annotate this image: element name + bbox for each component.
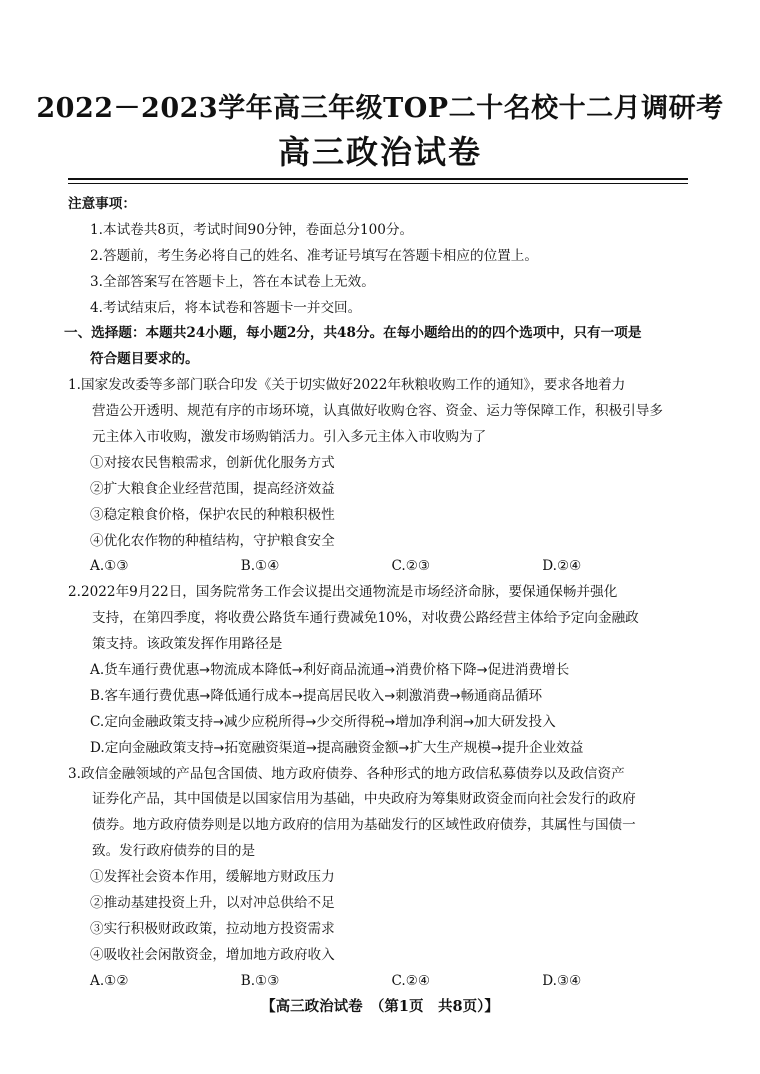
chain-label: B. xyxy=(90,687,105,704)
chain-option xyxy=(68,658,693,684)
arrow-icon: → xyxy=(476,663,488,679)
question-stem: 2.2022年9月22日，国务院常务工作会议提出交通物流是市场经济命脉，要保通保畅并强化 xyxy=(68,584,618,601)
arrow-icon: → xyxy=(213,740,225,756)
chain-step: 减少应税所得 xyxy=(223,713,306,730)
question-stem: 1.国家发改委等多部门联合印发《关于切实做好2022年秋粮收购工作的通知》，要求各地着力 xyxy=(68,377,626,394)
chain-step: 定向金融政策支持 xyxy=(104,739,214,756)
section-heading-cont: 符合题目要求的。 xyxy=(90,351,199,368)
chain-label: D. xyxy=(90,739,105,756)
arrow-icon: → xyxy=(305,740,317,756)
chain-label: C. xyxy=(90,713,105,730)
arrow-icon: → xyxy=(449,688,461,704)
chain-step: 物流成本降低 xyxy=(210,662,292,679)
option-d: D.②④ xyxy=(542,558,582,575)
question-2 xyxy=(68,580,693,761)
question-stem: 支持，在第四季度，将收费公路货车通行费减免10%，对收费公路经营主体给予定向金融政 xyxy=(92,610,639,627)
chain-step: 加大研发投入 xyxy=(474,713,556,730)
option-a: A.①③ xyxy=(90,558,129,575)
question-item: ④吸收社会闲散资金，增加地方政府收入 xyxy=(90,946,335,963)
chain-step: 畅通商品循环 xyxy=(460,687,543,704)
option-b: B.①④ xyxy=(240,558,280,575)
question-stem: 3.政信金融领域的产品包含国债、地方政府债券、各种形式的地方政信私募债券以及政信资产 xyxy=(68,765,625,782)
exam-title: 2022－2023学年高三年级TOP二十名校十二月调研考 xyxy=(36,93,724,124)
chain-step: 提高居民收入 xyxy=(302,687,385,704)
arrow-icon: → xyxy=(384,714,396,730)
question-1 xyxy=(68,373,693,580)
chain-step: 提升企业效益 xyxy=(501,739,584,756)
chain-step: 拓宽融资渠道 xyxy=(224,739,306,756)
question-stem: 营造公开透明、规范有序的市场环境，认真做好收购仓容、资金、运力等保障工作，积极引导多 xyxy=(92,403,663,420)
arrow-icon: → xyxy=(463,714,475,730)
exam-subtitle: 高三政治试卷 xyxy=(277,133,482,171)
question-stem: 策支持。该政策发挥作用路径是 xyxy=(92,636,283,653)
question-stem: 债券。地方政府债券则是以地方政府的信用为基础发行的区域性政府债券，其属性与国债一 xyxy=(92,817,636,834)
question-stem: 致。发行政府债券的目的是 xyxy=(92,843,256,860)
question-item: ②扩大粮食企业经营范围，提高经济效益 xyxy=(90,480,335,497)
notice-heading: 注意事项： xyxy=(68,196,136,212)
notice-item: 2.答题前，考生务必将自己的姓名、准考证号填写在答题卡相应的位置上。 xyxy=(90,247,538,264)
chain-step: 定向金融政策支持 xyxy=(104,713,213,730)
chain-step: 降低通行成本 xyxy=(210,687,292,704)
arrow-icon: → xyxy=(291,663,303,679)
question-item: ④优化农作物的种植结构，守护粮食安全 xyxy=(90,532,335,549)
notice-item: 3.全部答案写在答题卡上，答在本试卷上无效。 xyxy=(90,273,375,290)
arrow-icon: → xyxy=(490,740,502,756)
exam-content xyxy=(64,192,693,995)
option-c: C.②③ xyxy=(391,558,431,575)
option-b: B.①③ xyxy=(240,972,280,989)
notice-item: 4.考试结束后，将本试卷和答题卡一并交回。 xyxy=(90,299,362,316)
page-footer: 【高三政治试卷 （第1页 共8页）】 xyxy=(261,998,499,1015)
section-heading: 一、选择题：本题共24小题，每小题2分，共48分。在每小题给出的的四个选项中，只有一项是 xyxy=(64,325,642,342)
chain-step: 货车通行费优惠 xyxy=(104,662,200,679)
arrow-icon: → xyxy=(291,688,303,704)
question-options xyxy=(68,969,693,995)
chain-step: 消费价格下降 xyxy=(395,662,477,679)
question-item: ①对接农民售粮需求，创新优化服务方式 xyxy=(90,454,335,471)
arrow-icon: → xyxy=(384,663,396,679)
arrow-icon: → xyxy=(384,688,396,704)
chain-step: 增加净利润 xyxy=(395,713,464,730)
arrow-icon: → xyxy=(199,663,211,679)
notice-item: 1.本试卷共8页，考试时间90分钟，卷面总分100分。 xyxy=(90,221,414,238)
question-stem: 元主体入市收购，激发市场购销活力。引入多元主体入市收购为了 xyxy=(92,429,487,446)
question-3 xyxy=(68,762,693,995)
option-d: D.③④ xyxy=(542,972,582,989)
chain-step: 利好商品流通 xyxy=(302,662,385,679)
chain-step: 客车通行费优惠 xyxy=(104,687,200,704)
header-rule-thin xyxy=(68,183,688,184)
arrow-icon: → xyxy=(398,740,410,756)
chain-step: 扩大生产规模 xyxy=(409,739,491,756)
question-stem: 证券化产品，其中国债是以国家信用为基础，中央政府为筹集财政资金而向社会发行的政府 xyxy=(92,791,636,808)
chain-step: 刺激消费 xyxy=(395,687,450,704)
chain-step: 提高融资金额 xyxy=(316,739,399,756)
chain-step: 促进消费增长 xyxy=(487,662,570,679)
arrow-icon: → xyxy=(213,714,224,730)
chain-step: 少交所得税 xyxy=(316,713,385,730)
option-c: C.②④ xyxy=(391,972,431,989)
question-item: ②推动基建投资上升，以对冲总供给不足 xyxy=(90,895,335,912)
question-item: ①发挥社会资本作用，缓解地方财政压力 xyxy=(90,869,335,886)
chain-option xyxy=(68,684,693,710)
question-item: ③稳定粮食价格，保护农民的种粮积极性 xyxy=(90,506,335,523)
header-rule-thick xyxy=(68,178,688,180)
arrow-icon: → xyxy=(305,714,317,730)
chain-option xyxy=(68,710,693,736)
question-options xyxy=(68,554,693,580)
chain-label: A. xyxy=(90,662,105,679)
question-item: ③实行积极财政政策，拉动地方投资需求 xyxy=(90,920,335,937)
arrow-icon: → xyxy=(199,688,211,704)
chain-option xyxy=(68,736,693,762)
option-a: A.①② xyxy=(90,972,129,989)
